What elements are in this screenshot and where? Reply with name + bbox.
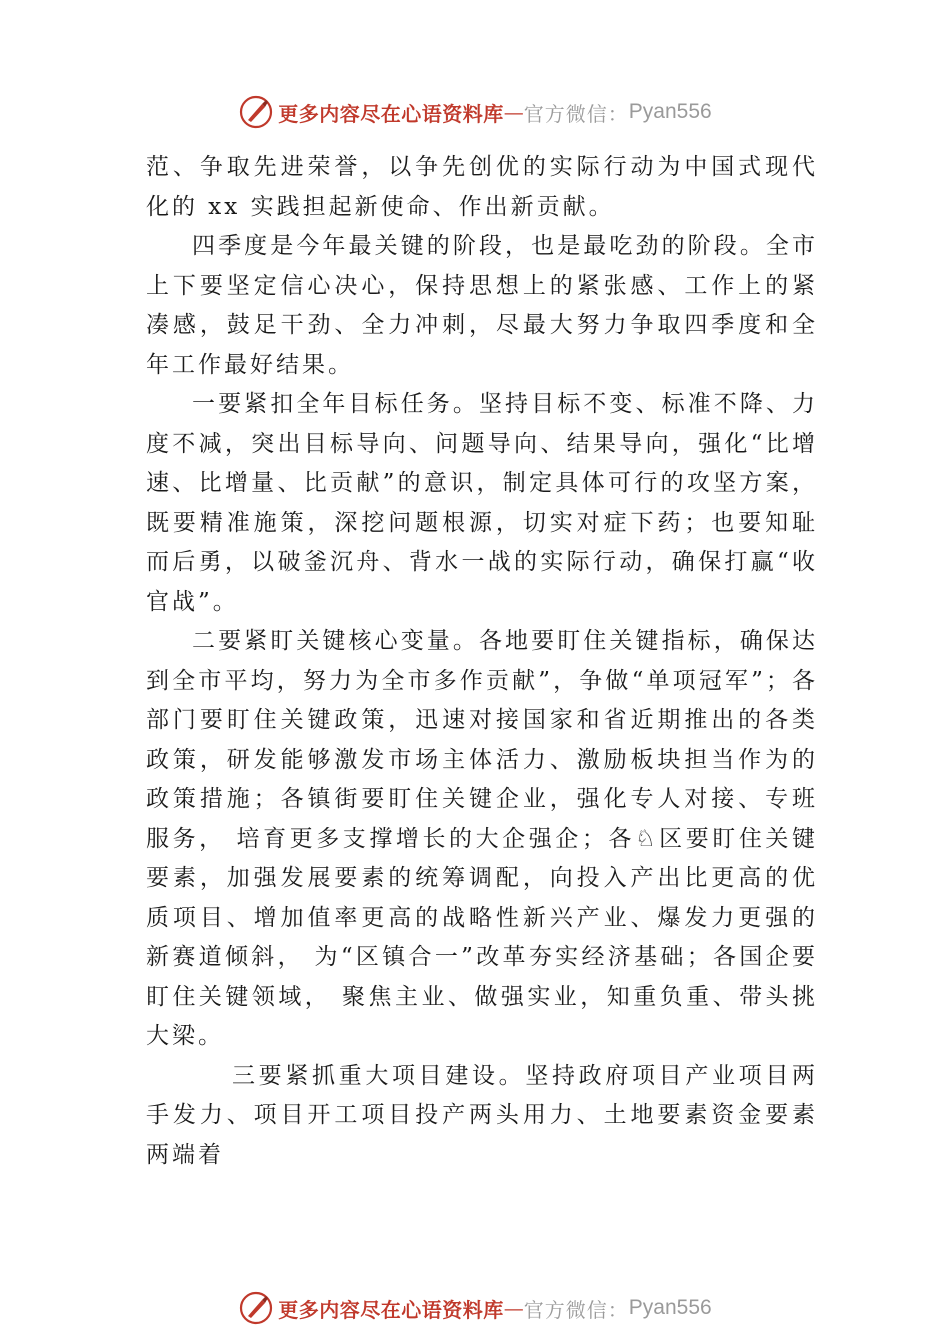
banner-dash: —	[503, 1296, 524, 1320]
banner-wechat-label: 官方微信：	[523, 101, 629, 126]
document-body	[146, 148, 818, 1175]
banner-wechat-id: Pyan556	[628, 1296, 712, 1319]
paragraph-point-three: 三要紧抓重大项目建设。坚持政府项目产业项目两手发力、项目开工项目投产两头用力、土地要素资金要素两端着	[146, 1062, 818, 1168]
banner-dash: —	[503, 100, 524, 124]
banner-wechat-id: Pyan556	[628, 100, 712, 123]
header-banner	[0, 92, 950, 132]
pen-logo-icon	[238, 94, 274, 130]
paragraph-point-two: 二要紧盯关键核心变量。各地要盯住关键指标，确保达到全市平均，努力为全市多作贡献”，争做“单项冠军”；各部门要盯住关键政策，迅速对接国家和省近期推出的各类政策，研发能够激发市场主体活力、激励板块担当作为的政策措施；各镇街要盯住关键企业，强化专人对接、专班服务， 培育更多支撑增长的大企强企；各♘区要盯住关键要素，加强发展要素的统筹调配，向投入产出比更高的优质项目、增加值率更高的战略性新兴产业、爆发力更强的新赛道倾斜， 为“区镇合一”改革夯实经济基础；各国企要盯住关键领域， 聚焦主业、做强实业，知重负重、带头挑大梁。	[146, 628, 818, 1049]
paragraph-continuation: 范、争取先进荣誉，以争先创优的实际行动为中国式现代化的 xx 实践担起新使命、作出新贡献。	[146, 154, 818, 220]
footer-banner	[0, 1288, 950, 1328]
pen-logo-icon	[238, 1290, 274, 1326]
banner-wechat-label: 官方微信：	[523, 1297, 629, 1322]
paragraph-fourth-quarter: 四季度是今年最关键的阶段，也是最吃劲的阶段。全市上下要坚定信心决心，保持思想上的紧张感、工作上的紧凑感，鼓足干劲、全力冲刺，尽最大努力争取四季度和全年工作最好结果。	[146, 233, 818, 378]
paragraph-point-one: 一要紧扣全年目标任务。坚持目标不变、标准不降、力度不减，突出目标导向、问题导向、结果导向，强化“比增速、比增量、比贡献”的意识，制定具体可行的攻坚方案， 既要精准施策，深挖问题根源，切实对症下药；也要知耻而后勇，以破釜沉舟、背水一战的实际行动，确保打赢“收官战”。	[146, 391, 818, 615]
banner-library-text: 更多内容尽在心语资料库	[278, 101, 504, 126]
banner-library-text: 更多内容尽在心语资料库	[278, 1297, 504, 1322]
